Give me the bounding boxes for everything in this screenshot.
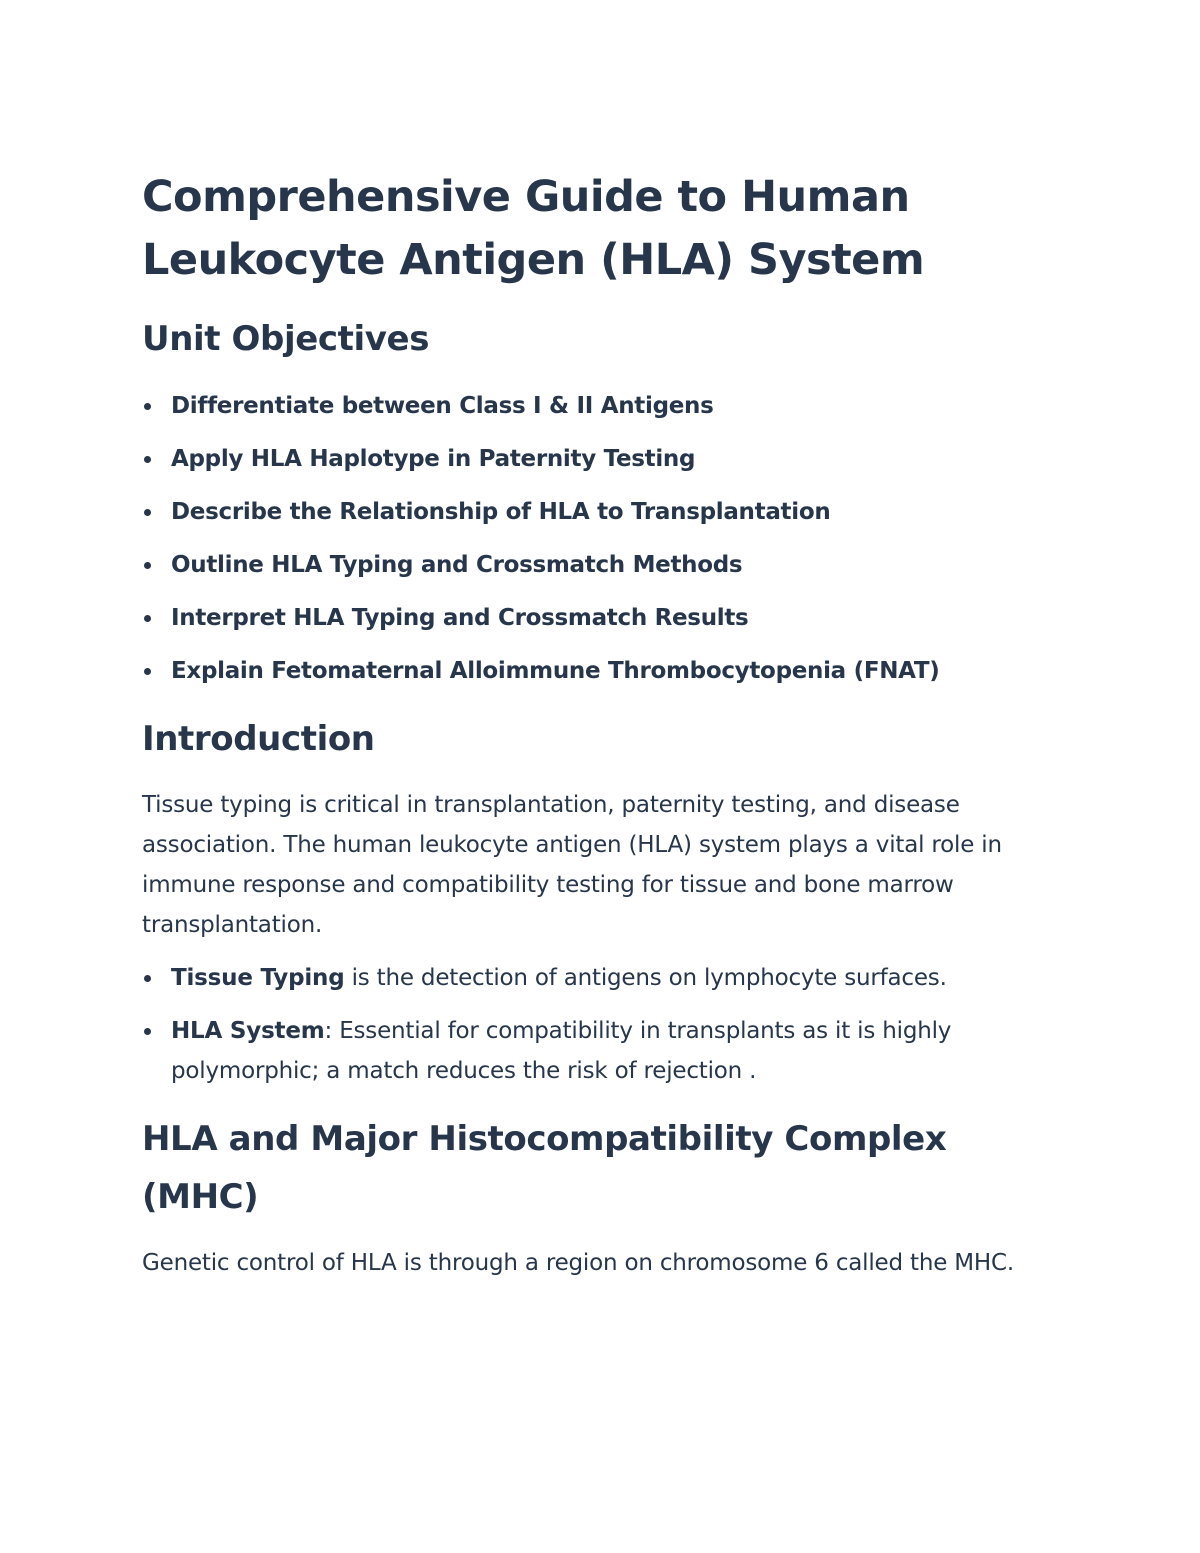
list-item: Tissue Typing is the detection of antigens on lymphocyte surfaces.: [142, 958, 1062, 998]
introduction-paragraph: Tissue typing is critical in transplantation, paternity testing, and disease association. The human leukocyte antigen (HLA) system plays a vital role in immune response and compatibility testing for tissue and bone marrow transplantation.: [142, 792, 1002, 938]
list-item: Differentiate between Class I & II Antigens: [142, 386, 1062, 426]
bullet-icon: [144, 615, 151, 622]
term-label: HLA System: [171, 1018, 325, 1044]
bullet-icon: [144, 403, 151, 410]
list-item: Interpret HLA Typing and Crossmatch Results: [142, 598, 1062, 638]
term-label: Tissue Typing: [171, 965, 345, 991]
mhc-paragraph: Genetic control of HLA is through a region on chromosome 6 called the MHC.: [142, 1250, 1014, 1276]
bullet-icon: [144, 456, 151, 463]
section-heading-introduction: Introduction: [142, 719, 375, 759]
bullet-icon: [144, 1028, 151, 1035]
list-item: Describe the Relationship of HLA to Transplantation: [142, 492, 1062, 532]
bullet-icon: [144, 975, 151, 982]
list-item: Outline HLA Typing and Crossmatch Methods: [142, 545, 1062, 585]
bullet-icon: [144, 562, 151, 569]
list-item: Apply HLA Haplotype in Paternity Testing: [142, 439, 1062, 479]
list-item: HLA System: Essential for compatibility in transplants as it is highly polymorphic; a match reduces the risk of rejection .: [142, 1011, 1062, 1091]
introduction-list: [142, 958, 1062, 1104]
bullet-icon: [144, 509, 151, 516]
section-heading-objectives: Unit Objectives: [142, 319, 430, 359]
list-item: Explain Fetomaternal Alloimmune Thrombocytopenia (FNAT): [142, 651, 1062, 691]
bullet-icon: [144, 668, 151, 675]
objectives-list: [142, 386, 1062, 704]
section-heading-mhc: HLA and Major Histocompatibility Complex (MHC): [142, 1119, 947, 1217]
document-title: Comprehensive Guide to Human Leukocyte Antigen (HLA) System: [142, 172, 925, 285]
